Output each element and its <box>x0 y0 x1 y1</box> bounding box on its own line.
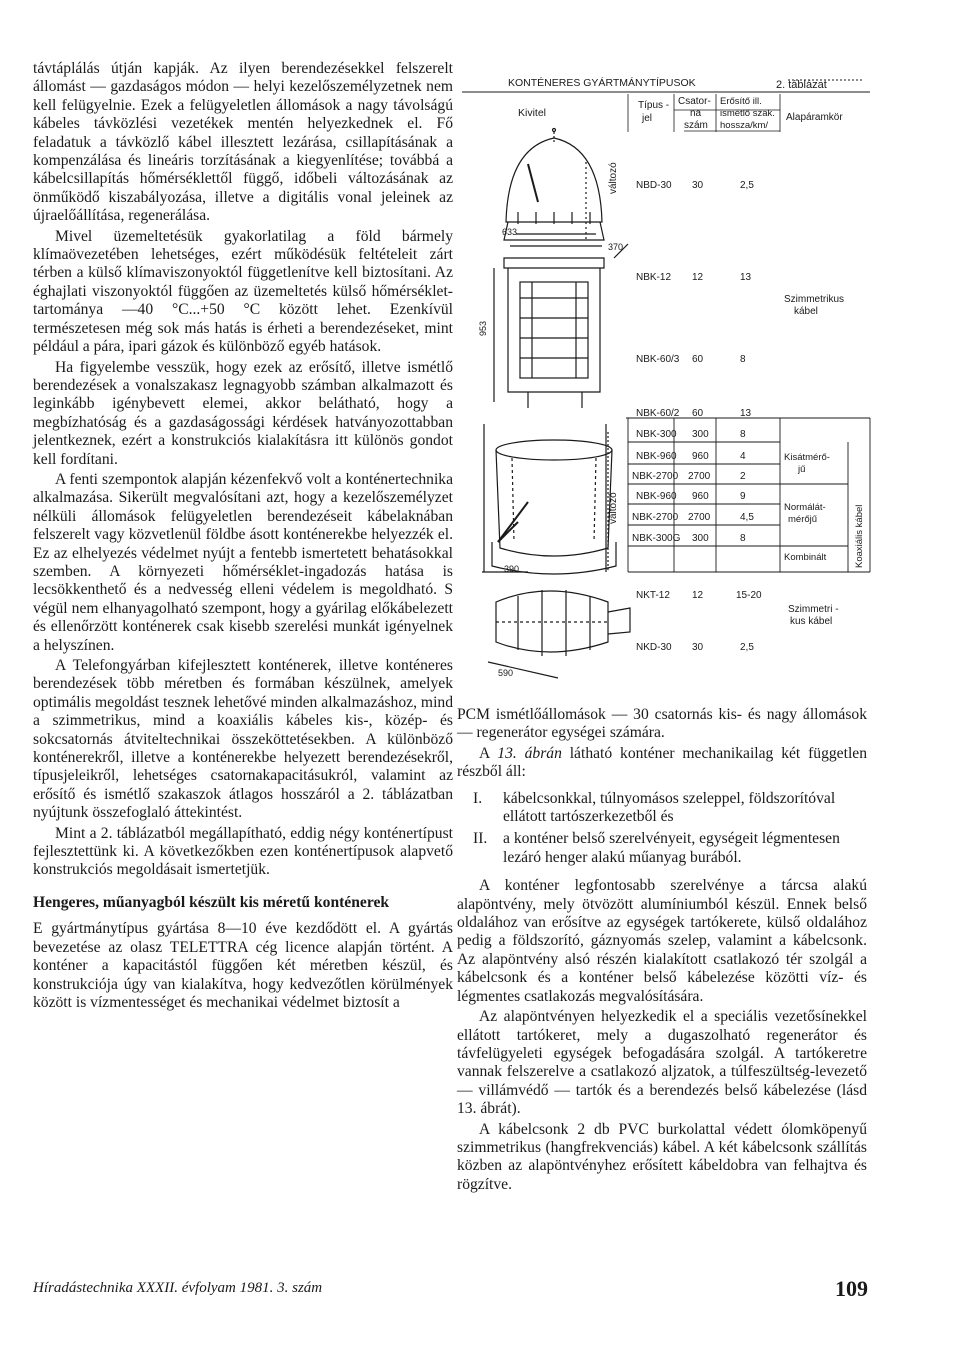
row-csat: 960 <box>692 491 709 502</box>
paragraph: Ha figyelembe vesszük, hogy ezek az erősítő, illetve ismétlő berendezések a vonalszakasz legnagyobb számban alkalmazott és leginkább igénybevett elemei, akkor belátható, hogy a megbízhatóság és a gazdaságossági kérdések hatványozottabban jelentkeznek, ezért a konstrukciós kialakításra itt különös gondot kell fordítani. <box>33 358 453 468</box>
dim-390: 390 <box>504 564 520 574</box>
parts-list <box>457 790 867 868</box>
left-column <box>33 60 453 1014</box>
row-hossz: 8 <box>740 429 746 440</box>
table-figure <box>458 72 878 694</box>
row-tipus: NBK-2700 <box>632 471 679 482</box>
valtozo-label-2: változó <box>608 492 619 524</box>
col-alap: Alapáramkör <box>786 112 843 123</box>
row-hossz: 2,5 <box>740 180 754 191</box>
valtozo-label-1: változó <box>608 162 619 194</box>
row-hossz: 2,5 <box>740 642 754 653</box>
row-tipus: NBD-30 <box>636 180 672 191</box>
page-number: 109 <box>835 1276 868 1301</box>
alap-szimm-2: kábel <box>794 306 818 317</box>
col-csator-3: szám <box>684 120 708 131</box>
col-erosito-3: hossza/km/ <box>720 120 769 131</box>
row-tipus: NBK-60/2 <box>636 408 680 419</box>
list-text: kábelcsonkkal, túlnyomásos szeleppel, földszorítóval ellátott tartószerkezetből és <box>503 789 836 826</box>
paragraph: A Telefongyárban kifejlesztett konténerek, illetve konténeres berendezések több méretben és formában készülnek, amelyek optimális megoldást tesznek lehetővé minden alkalmazáshoz, mind a szimmetrikus, mind a koaxiális kábeles kis-, közép- és sokcsatornás átviteltechnikai összeköttetésekben. A különböző konténerekről, illetve a konténerekbe helyezett berendezésekről, típusjeleikről, lehetséges csatornakapacitásukról, valamint az erősítő és ismétlő szakaszok átlagos hosszáról a 2. táblázatban nyújtunk összefoglaló áttekintést. <box>33 657 453 822</box>
alap-normal-2: mérőjű <box>788 514 818 525</box>
dim-953: 953 <box>478 320 488 336</box>
row-tipus: NBK-60/3 <box>636 354 680 365</box>
row-csat: 2700 <box>688 471 711 482</box>
alap-kisatmero-1: Kisátmérő- <box>784 452 830 463</box>
row-csat: 300 <box>692 429 709 440</box>
row-csat: 12 <box>692 272 704 283</box>
alap-szimm-1: Szimmetrikus <box>784 294 845 305</box>
container-drawing-frame <box>494 234 628 408</box>
list-number: I. <box>473 789 483 807</box>
row-hossz: 4,5 <box>740 512 754 523</box>
container-drawing-small <box>504 129 604 241</box>
paragraph: A fenti szempontok alapján kézenfekvő volt a konténertechnika alkalmazása. Sikerült megvalósítani azt, hogy a kezelőszemélyzet nélküli állomások felügyeletlen berendezéseit kábelaknában felszerelt vagy közvetlenül földbe ásott konténerekbe helyezzék el. Ez az elhelyezés védelmet nyújt a fentebb ismertetett behatásokkal szemben. A környezeti hőmérséklet-ingadozás hatása is lecsökkenthető és a nedvesség elleni védelem is megoldható. S végül nem elhanyagolható szempont, hogy a gyárilag előkábelezett és ellenőrzött konténerek csak kisebb szerelési munkát igényelnek a helyszínen. <box>33 470 453 654</box>
row-hossz: 8 <box>740 533 746 544</box>
paragraph: Mivel üzemeltetésük gyakorlatilag a föld bármely klímaövezetében lehetséges, ezért működésük feltételeit zárt térben a külső klímaviszonyoktól függetlenítve kell biztosítani. Az éghajlati viszonyoktól függően az üzemeltetés külső hőmérséklet-tartománya —40 °C...+50 °C között lehet. Ezenkívül természetesen még sok más hatás is érheti a berendezéseket, mint például a pára, ipari gázok és különböző egyéb hatások. <box>33 227 453 356</box>
col-csator-1: Csator- <box>678 96 711 107</box>
right-column <box>457 706 867 1196</box>
row-tipus: NKT-12 <box>636 590 670 601</box>
row-csat: 60 <box>692 354 704 365</box>
col-erosito-1: Erősítő ill. <box>720 96 762 107</box>
ref-prefix: A <box>479 744 498 762</box>
row-tipus: NBK-960 <box>636 491 677 502</box>
row-hossz: 13 <box>740 272 752 283</box>
col-kivitel: Kivitel <box>518 107 547 119</box>
figure-reference: 13. ábrán <box>497 744 562 762</box>
row-tipus: NBK-960 <box>636 451 677 462</box>
row-csat: 30 <box>692 642 704 653</box>
col-csator-2: na <box>690 108 702 119</box>
container-drawing-horizontal <box>482 572 630 678</box>
row-csat: 60 <box>692 408 704 419</box>
alap-kombinalt: Kombinált <box>784 552 827 563</box>
row-csat: 2700 <box>688 512 711 523</box>
alap-koax: Koaxiális kábel <box>854 504 865 568</box>
paragraph: E gyártmánytípus gyártása 8—10 éve kezdődött el. A gyártás bevezetése az olasz TELETTRA cég licence alapján történt. A konténer a kapacitástól függően két méretben készül, és konstrukciója úgy van kialakítva, hogy kedvezőtlen körülmények között is vízmentességet és mechanikai védelmet biztosít a <box>33 920 453 1011</box>
alap-szimm2-1: Szimmetri - <box>788 604 839 615</box>
row-csat: 300 <box>692 533 709 544</box>
row-csat: 960 <box>692 451 709 462</box>
dim-370: 370 <box>608 242 624 252</box>
col-tipus-1: Típus - <box>638 100 670 111</box>
section-heading: Hengeres, műanyagból készült kis méretű konténerek <box>33 893 390 911</box>
row-hossz: 2 <box>740 471 746 482</box>
col-tipus-2: jel <box>642 113 653 124</box>
table-caption: 2. táblázat <box>776 79 827 91</box>
paragraph <box>457 745 867 782</box>
row-tipus: NBK-300G <box>632 533 681 544</box>
container-drawing-large <box>484 424 616 574</box>
row-hossz: 8 <box>740 354 746 365</box>
row-tipus: NBK-300 <box>636 429 677 440</box>
journal-title: Híradástechnika XXXII. évfolyam 1981. 3. szám <box>33 1280 323 1296</box>
row-hossz: 15-20 <box>736 590 762 601</box>
row-tipus: NKD-30 <box>636 642 672 653</box>
ref-suffix: látható konténer mechanikailag két független részből áll: <box>457 744 867 781</box>
paragraph: A konténer legfontosabb szerelvénye a tárcsa alakú alapöntvény, mely ötvözött alumíniumból készül. Ennek belső oldalához van erősítve az egységek tartókerete, külső oldalához pedig a földszorító, gáznyomás szelep, valamint a kábelcsonk. Az alapöntvény alsó részén kialakított csatlakozó tér szolgál a kábelcsonk és a konténer belső kábelezése közötti víz- és légmentes csatlakozás megvalósítására. <box>457 877 867 1005</box>
paragraph: Mint a 2. táblázatból megállapítható, eddig négy konténertípust fejlesztettünk ki. A következőkben ezen konténertípusok alapvető konstrukciós megoldásait ismertetjük. <box>33 824 453 879</box>
row-csat: 30 <box>692 180 704 191</box>
row-hossz: 13 <box>740 408 752 419</box>
paragraph: A kábelcsonk 2 db PVC burkolattal védett ólomköpenyű szimmetrikus (hangfrekvenciás) kábel. A két kábelcsonk szállítás közben az alapöntvényhez erősített kábeldobra van felhajtva és rögzítve. <box>457 1120 867 1193</box>
alap-kisatmero-2: jű <box>798 464 806 475</box>
list-text: a konténer belső szerelvényeit, egységeit légmentesen lezáró henger alakú műanyag burából. <box>503 830 840 866</box>
paragraph: távtáplálás útján kapják. Az ilyen berendezésekkel felszerelt állomást — gazdaságos módon — helyi kezelőszemélyzetnek nem kell felügyelnie. Ezek a felügyeletlen állomások a nagy távolságú kábeles távközlési vezetékek mentén helyezkednek el. Fő feladatuk a távközlő kábel illesztett lezárása, csillapításának a kompenzálása és lineáris torzításának a kiegyenlítése; továbbá a kábelcsillapítás hőmérséklettől függő, időbeli változásának az önműködő kiszabályozása, illetve a digitális vonal jeleinek az újraelőállítása, regenerálása. <box>33 60 453 225</box>
paragraph: PCM ismétlőállomások — 30 csatornás kis- és nagy állomások — regenerátor egységei számára. <box>457 706 867 742</box>
alap-szimm2-2: kus kábel <box>790 616 833 627</box>
row-tipus: NBK-2700 <box>632 512 679 523</box>
alap-normal-1: Normálát- <box>784 502 826 513</box>
col-erosito-2: ismétlő szak. <box>720 108 775 119</box>
row-hossz: 9 <box>740 491 746 502</box>
row-tipus: NBK-12 <box>636 272 672 283</box>
list-item <box>457 830 867 867</box>
row-hossz: 4 <box>740 451 746 462</box>
list-number: II. <box>473 830 488 848</box>
table-header-left: KONTÉNERES GYÁRTMÁNYTÍPUSOK <box>508 77 696 89</box>
page-footer <box>33 1276 868 1304</box>
dim-590: 590 <box>498 668 514 678</box>
dim-633: 633 <box>502 227 518 237</box>
paragraph: Az alapöntvényen helyezkedik el a speciális vezetősínekkel ellátott tartókeret, mely a dugaszolható regenerátor és távfelügyeleti egységek befogadására szolgál. A tartókeretre vannak felszerelve a csatlakozó aljzatok, a túlfeszültség-levezető — villámvédő — tartók és a berendezés belső kábelezése (lásd 13. ábrát). <box>457 1008 867 1118</box>
list-item <box>457 790 867 827</box>
row-csat: 12 <box>692 590 704 601</box>
